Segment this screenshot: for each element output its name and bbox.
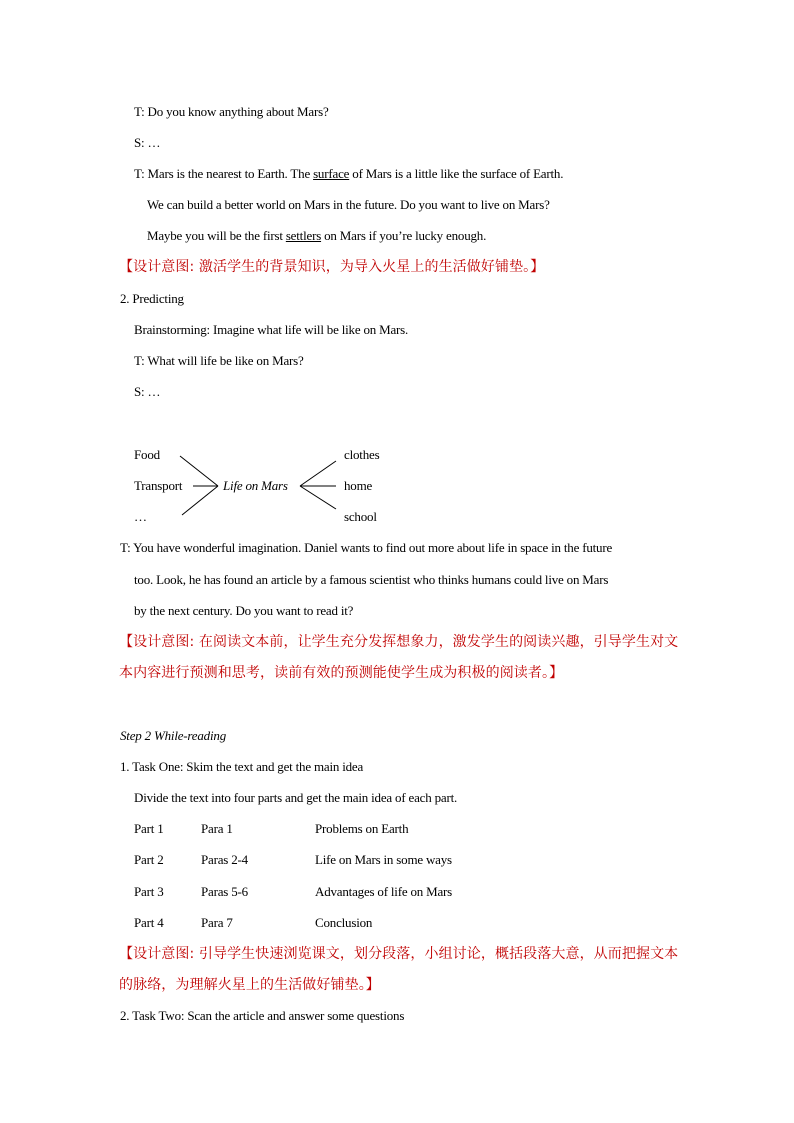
dialogue-text: of Mars is a little like the surface of Earth. bbox=[349, 166, 564, 181]
part-label: Part 3 bbox=[134, 884, 164, 899]
connector-line bbox=[300, 461, 336, 486]
step-title: Step 2 While-reading bbox=[120, 728, 226, 743]
dialogue-line bbox=[147, 227, 486, 245]
part-label: Part 1 bbox=[134, 821, 164, 836]
section-heading: 2. Predicting bbox=[120, 291, 184, 306]
part-idea: Life on Mars in some ways bbox=[315, 852, 452, 867]
design-intent: 【设计意图: 在阅读文本前，让学生充分发挥想象力，激发学生的阅读兴趣，引导学生对文 bbox=[119, 634, 679, 650]
part-idea: Problems on Earth bbox=[315, 821, 409, 836]
part-paras: Paras 5-6 bbox=[201, 884, 248, 899]
mindmap-right-item: home bbox=[344, 478, 373, 493]
part-label: Part 4 bbox=[134, 915, 164, 930]
part-paras: Para 7 bbox=[201, 915, 233, 930]
mindmap-center: Life on Mars bbox=[223, 478, 288, 493]
dialogue-line: S: … bbox=[134, 384, 161, 399]
dialogue-line: too. Look, he has found an article by a famous scientist who thinks humans could live on Mars bbox=[134, 572, 609, 587]
part-idea: Advantages of life on Mars bbox=[315, 884, 453, 899]
part-label: Part 2 bbox=[134, 852, 164, 867]
dialogue-text: Maybe you will be the first bbox=[147, 228, 286, 243]
design-intent: 【设计意图: 引导学生快速浏览课文，划分段落，小组讨论，概括段落大意，从而把握文本 bbox=[119, 946, 679, 962]
part-paras: Para 1 bbox=[201, 821, 233, 836]
vocab-surface: surface bbox=[313, 166, 350, 181]
mindmap-right-item: clothes bbox=[344, 447, 380, 462]
dialogue-line: T: What will life be like on Mars? bbox=[134, 353, 304, 368]
section-heading: 1. Task One: Skim the text and get the main idea bbox=[120, 759, 364, 774]
connector-line bbox=[180, 456, 218, 486]
design-intent: 本内容进行预测和思考，读前有效的预测能使学生成为积极的阅读者。】 bbox=[119, 665, 564, 681]
dialogue-line: by the next century. Do you want to read it? bbox=[134, 603, 354, 618]
vocab-settlers: settlers bbox=[285, 228, 322, 243]
mindmap-left-item: … bbox=[134, 509, 147, 524]
connector-line bbox=[182, 486, 218, 515]
dialogue-text: T: Mars is the nearest to Earth. The bbox=[134, 166, 314, 181]
mindmap-left-item: Food bbox=[134, 447, 160, 462]
design-intent: 【设计意图: 激活学生的背景知识，为导入火星上的生活做好铺垫。】 bbox=[119, 259, 545, 275]
dialogue-line: We can build a better world on Mars in the future. Do you want to live on Mars? bbox=[147, 197, 550, 212]
connector-line bbox=[300, 486, 336, 509]
design-intent: 的脉络，为理解火星上的生活做好铺垫。】 bbox=[119, 977, 380, 993]
instruction-line: Brainstorming: Imagine what life will be like on Mars. bbox=[134, 322, 409, 337]
dialogue-line: S: … bbox=[134, 135, 161, 150]
instruction-line: Divide the text into four parts and get the main idea of each part. bbox=[134, 790, 458, 805]
section-heading: 2. Task Two: Scan the article and answer some questions bbox=[120, 1008, 405, 1023]
mindmap-left-item: Transport bbox=[134, 478, 183, 493]
part-paras: Paras 2-4 bbox=[201, 852, 248, 867]
dialogue-line: T: You have wonderful imagination. Daniel wants to find out more about life in space in the future bbox=[120, 540, 613, 555]
dialogue-text: on Mars if you’re lucky enough. bbox=[321, 228, 487, 243]
dialogue-line: T: Do you know anything about Mars? bbox=[134, 104, 329, 119]
mindmap-right-item: school bbox=[344, 509, 377, 524]
part-idea: Conclusion bbox=[315, 915, 373, 930]
dialogue-line bbox=[134, 165, 563, 183]
